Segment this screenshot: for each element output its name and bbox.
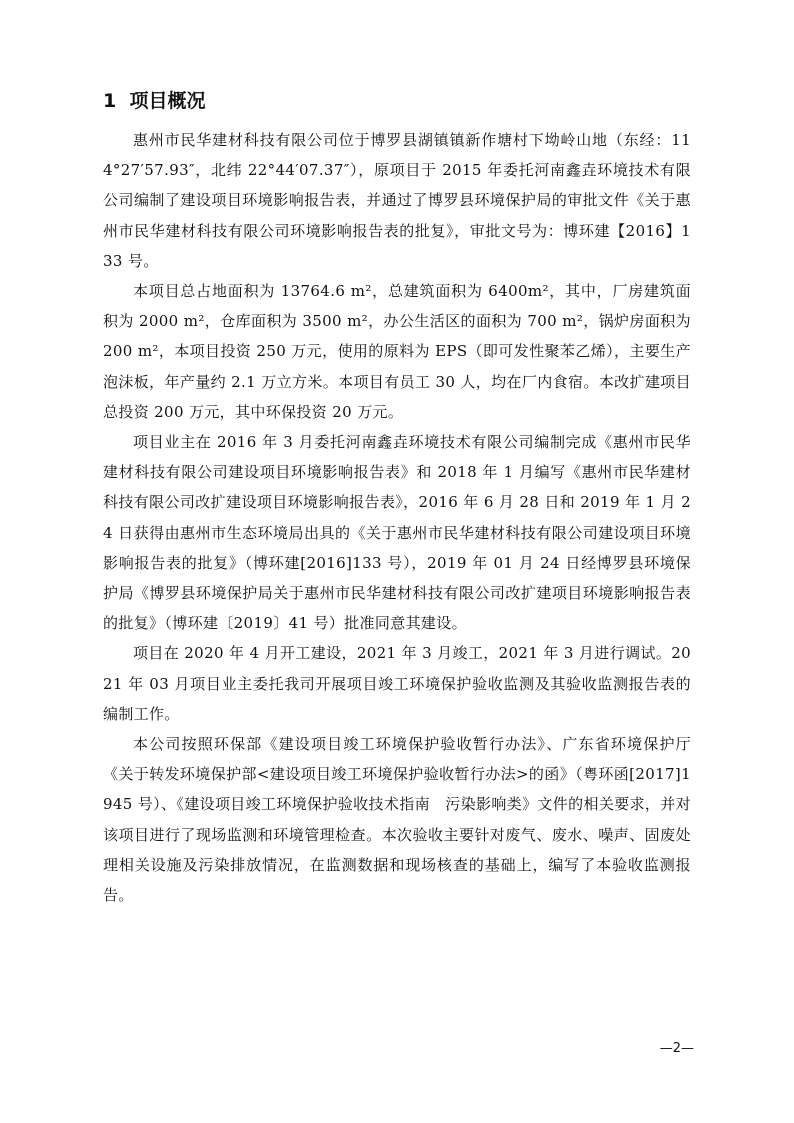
paragraph-construction-timeline: 项目在 2020 年 4 月开工建设，2021 年 3 月竣工，2021 年 3 月进行调试。2021 年 03 月项目业主委托我司开展项目竣工环境保护验收监测及其验收监测报告表的编制工作。 bbox=[103, 644, 691, 723]
page-number: —2— bbox=[659, 1041, 694, 1056]
body-text bbox=[103, 125, 691, 910]
paragraph-acceptance-basis: 本公司按照环保部《建设项目竣工环境保护验收暂行办法》、广东省环境保护厅《关于转发环境保护部<建设项目竣工环境保护验收暂行办法>的函》（粤环函[2017]1945 号）、《建设项目竣工环境保护验收技术指南 污染影响类》文件的相关要求，并对该项目进行了现场监测和环境管理检查。本次验收主要针对废气、废水、噪声、固废处理相关设施及污染排放情况，在监测数据和现场核查的基础上，编写了本验收监测报告。 bbox=[103, 735, 691, 905]
paragraph-project-scale: 本项目总占地面积为 13764.6 m²，总建筑面积为 6400m²，其中，厂房建筑面积为 2000 m²，仓库面积为 3500 m²，办公生活区的面积为 700 m²，锅炉房面积为 200 m²，本项目投资 250 万元，使用的原料为 EPS（即可发性聚苯乙烯），主要生产泡沫板，年产量约 2.1 万立方米。本项目有员工 30 人，均在厂内食宿。本改扩建项目总投资 200 万元，其中环保投资 20 万元。 bbox=[103, 282, 691, 421]
paragraph-approvals: 项目业主在 2016 年 3 月委托河南鑫垚环境技术有限公司编制完成《惠州市民华建材科技有限公司建设项目环境影响报告表》和 2018 年 1 月编写《惠州市民华建材科技有限公司改扩建设项目环境影响报告表》，2016 年 6 月 28 日和 2019 年 1 月 24 日获得由惠州市生态环境局出具的《关于惠州市民华建材科技有限公司建设项目环境影响报告表的批复》（博环建[2016]133 号），2019 年 01 月 24 日经博罗县环境保护局《博罗县环境保护局关于惠州市民华建材科技有限公司改扩建项目环境影响报告表的批复》（博环建〔2019〕41 号）批准同意其建设。 bbox=[103, 433, 691, 633]
section-title: 项目概况 bbox=[129, 90, 206, 112]
section-number: 1 bbox=[103, 90, 117, 112]
section-heading bbox=[103, 86, 205, 116]
paragraph-location: 惠州市民华建材科技有限公司位于博罗县湖镇镇新作塘村下坳岭山地（东经：114°27′57.93″，北纬 22°44′07.37″），原项目于 2015 年委托河南鑫垚环境技术有限公司编制了建设项目环境影响报告表，并通过了博罗县环境保护局的审批文件《关于惠州市民华建材科技有限公司环境影响报告表的批复》，审批文号为：博环建【2016】133 号。 bbox=[103, 131, 691, 270]
